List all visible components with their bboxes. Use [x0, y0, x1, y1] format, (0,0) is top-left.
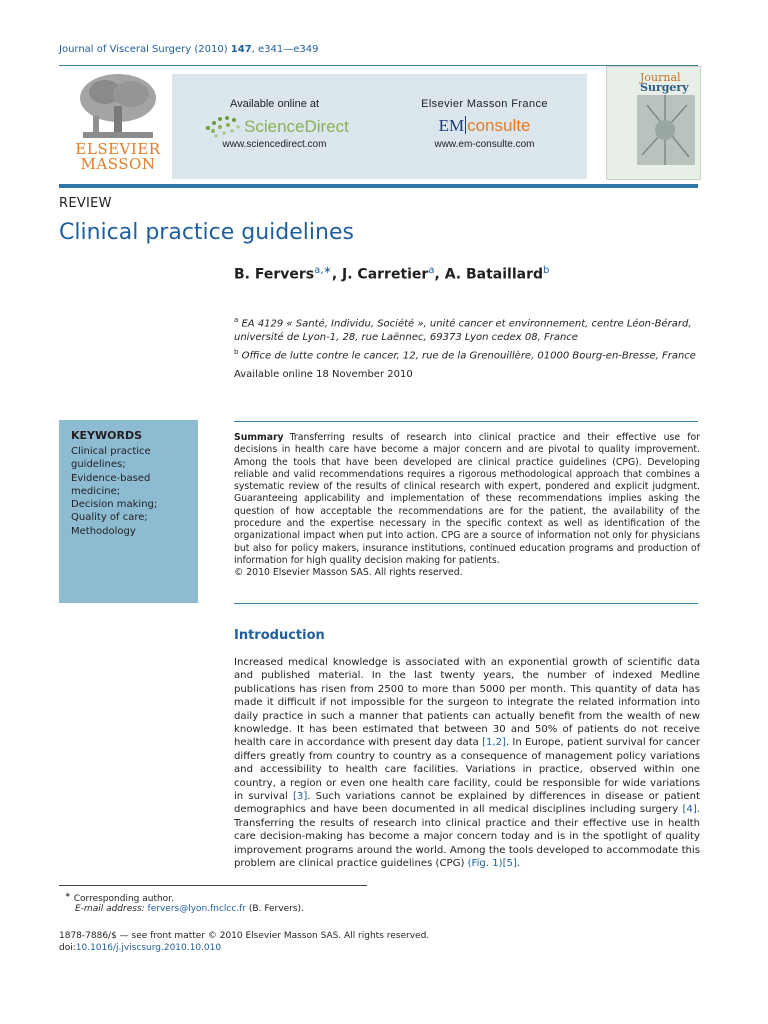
citation-link[interactable]: [1,2] — [482, 737, 506, 749]
article-title: Clinical practice guidelines — [59, 220, 354, 245]
keywords-heading: KEYWORDS — [71, 429, 143, 442]
cover-title-line-1: Journal — [640, 71, 681, 84]
sciencedirect-wordmark: ScienceDirect — [244, 117, 349, 136]
keywords-box — [59, 420, 198, 603]
author-list — [234, 265, 549, 283]
logo-line-2: MASSON — [80, 155, 156, 173]
citation-link[interactable]: [4] — [682, 804, 697, 816]
doi-line — [59, 943, 221, 953]
intro-text: . — [516, 858, 521, 870]
em-separator — [465, 116, 466, 134]
cover-image — [637, 95, 695, 165]
header-rule — [59, 65, 698, 66]
consulte-label: consulte — [467, 116, 531, 135]
em-consulte-url[interactable]: www.em-consulte.com — [434, 139, 535, 150]
corresponding-text: Corresponding author. — [73, 894, 174, 904]
affiliation-marker: a — [234, 316, 239, 324]
available-online-date: Available online 18 November 2010 — [234, 369, 413, 380]
journal-pages: , e341—e349 — [251, 44, 319, 55]
intro-text: Increased medical knowledge is associated with an exponential growth of scientific data and published material. In the last twenty years, the number of indexed Medline publications has risen from 2500 to more than 5000 per month. This quantity of data has made it difficult if not impossible for the surgeon to integrate the related information into daily practice in such a manner that patients can actually benefit from the wealth of new knowledge. It has been estimated that between 30 and 50% of patients do not receive health care in accordance with present day data — [234, 657, 700, 749]
affiliation-item — [234, 345, 704, 363]
doi-label: doi: — [59, 943, 76, 953]
elsevier-masson-france-label: Elsevier Masson France — [421, 98, 548, 110]
keyword-item: Decision making; — [71, 499, 158, 511]
introduction-heading: Introduction — [234, 628, 325, 643]
keyword-item: Evidence-based medicine; — [71, 472, 151, 497]
summary-label: Summary — [234, 432, 284, 443]
citation-link[interactable]: [5] — [502, 858, 517, 870]
citation-link[interactable]: [3] — [292, 791, 308, 803]
footnote-rule — [59, 885, 367, 886]
issn-line: 1878-7886/$ — see front matter © 2010 Elsevier Masson SAS. All rights reserved. — [59, 931, 430, 941]
corresponding-marker: ∗ — [65, 891, 71, 899]
elsevier-tree-icon — [75, 70, 161, 142]
journal-cover-thumbnail[interactable] — [606, 66, 701, 180]
author-affiliation-marker[interactable]: a — [428, 265, 435, 276]
em-consulte-panel[interactable] — [382, 74, 587, 179]
section-label: REVIEW — [59, 196, 112, 211]
sciencedirect-panel[interactable] — [172, 74, 377, 179]
author-affiliation-marker[interactable]: b — [543, 265, 550, 276]
affiliation-list — [234, 313, 704, 364]
journal-citation-prefix: Journal of Visceral Surgery (2010) — [59, 44, 231, 55]
affiliation-item — [234, 313, 704, 345]
logo-line-1: ELSEVIER — [75, 140, 161, 158]
affiliation-text: EA 4129 « Santé, Individu, Société », unité cancer et environnement, centre Léon-Bérard, université de Lyon-1, 28, rue Laënnec, 69373 Lyon cedex 08, France — [234, 318, 692, 344]
email-link[interactable]: fervers@lyon.fnclcc.fr — [147, 904, 247, 914]
author-separator: , — [331, 266, 343, 283]
sciencedirect-dots-icon — [202, 114, 242, 140]
sciencedirect-url[interactable]: www.sciencedirect.com — [222, 139, 327, 150]
affiliation-marker: b — [234, 348, 239, 357]
email-suffix: (B. Fervers). — [246, 904, 304, 914]
author-separator: , — [434, 266, 445, 283]
summary-abstract — [234, 432, 700, 580]
author-name[interactable]: J. Carretier — [342, 266, 429, 283]
author-name[interactable]: B. Fervers — [234, 266, 315, 283]
availability-banner — [172, 74, 587, 179]
intro-text: . Such variations cannot be explained by differences in disease or patient demographics and have been documented in all medical disciplines including surgery — [234, 791, 700, 816]
introduction-paragraph — [234, 656, 700, 871]
elsevier-masson-wordmark — [73, 142, 163, 172]
doi-link[interactable]: 10.1016/j.jviscsurg.2010.10.010 — [75, 943, 222, 953]
journal-citation[interactable] — [59, 44, 319, 55]
author-affiliation-marker[interactable]: a,∗ — [314, 265, 332, 276]
cover-title — [640, 73, 689, 93]
em-consulte-logo — [382, 116, 587, 136]
elsevier-masson-logo — [73, 70, 163, 180]
available-online-at-label: Available online at — [229, 98, 320, 110]
summary-bottom-rule — [234, 603, 698, 604]
keyword-item: Quality of care; — [71, 512, 148, 524]
keyword-item: Clinical practice guidelines; — [71, 446, 151, 471]
corresponding-author-note — [65, 891, 174, 904]
email-note — [75, 904, 304, 914]
em-label: EM — [438, 116, 465, 135]
cover-title-line-2: Surgery — [640, 81, 689, 94]
sciencedirect-logo — [202, 114, 352, 142]
journal-volume: 147 — [230, 44, 252, 55]
email-label: E-mail address: — [75, 904, 145, 914]
summary-copyright: © 2010 Elsevier Masson SAS. All rights reserved. — [234, 567, 463, 579]
author-name[interactable]: A. Bataillard — [444, 266, 544, 283]
masthead-rule — [59, 184, 698, 188]
summary-text: Transferring results of research into clinical practice and their effective use for decisions in health care have become a major concern and are pivotal to quality improvement. Among the tools that have been developed are clinical practice guidelines (CPG). Developing reliable and valid recommendations requires a rigorous methodological approach that combines a systematic review of the results of clinical research with expert, pondered and explicit judgment. Guaranteeing applicability and implementation of these recommendations implies asking the question of how acceptable the recommendations are for the patient, the availability of the procedure and the expertise necessary in the specific context as well as identification of the organizational impact when put into action. CPG are a source of information not only for physicians but also for policy makers, insurance institutions, continued education programs and production of information for high quality decision making for patients. — [234, 432, 700, 566]
figure-link[interactable]: (Fig. 1) — [467, 858, 503, 870]
intro-text: . In Europe, patient survival for cancer differs greatly from country to country as a consequence of management policy variations and accessibility to health care facilities. Variations in practice, observed within one country, a region or even one health care facility, could be responsible for wide variations in survival — [234, 737, 700, 803]
keywords-list — [71, 445, 191, 538]
keyword-item: Methodology — [71, 525, 136, 537]
affiliation-text: Office de lutte contre le cancer, 12, rue de la Grenouillère, 01000 Bourg-en-Bresse, France — [241, 350, 696, 362]
summary-top-rule — [234, 421, 698, 422]
cover-illustration-icon — [637, 95, 695, 165]
intro-text: . Transferring the results of research into clinical practice and their effective use in health care decision-making has become a major concern today and is in the spotlight of quality improvement programs around the world. Among the tools developed to accommodate this problem are clinical practice guidelines (CPG) — [234, 804, 700, 870]
